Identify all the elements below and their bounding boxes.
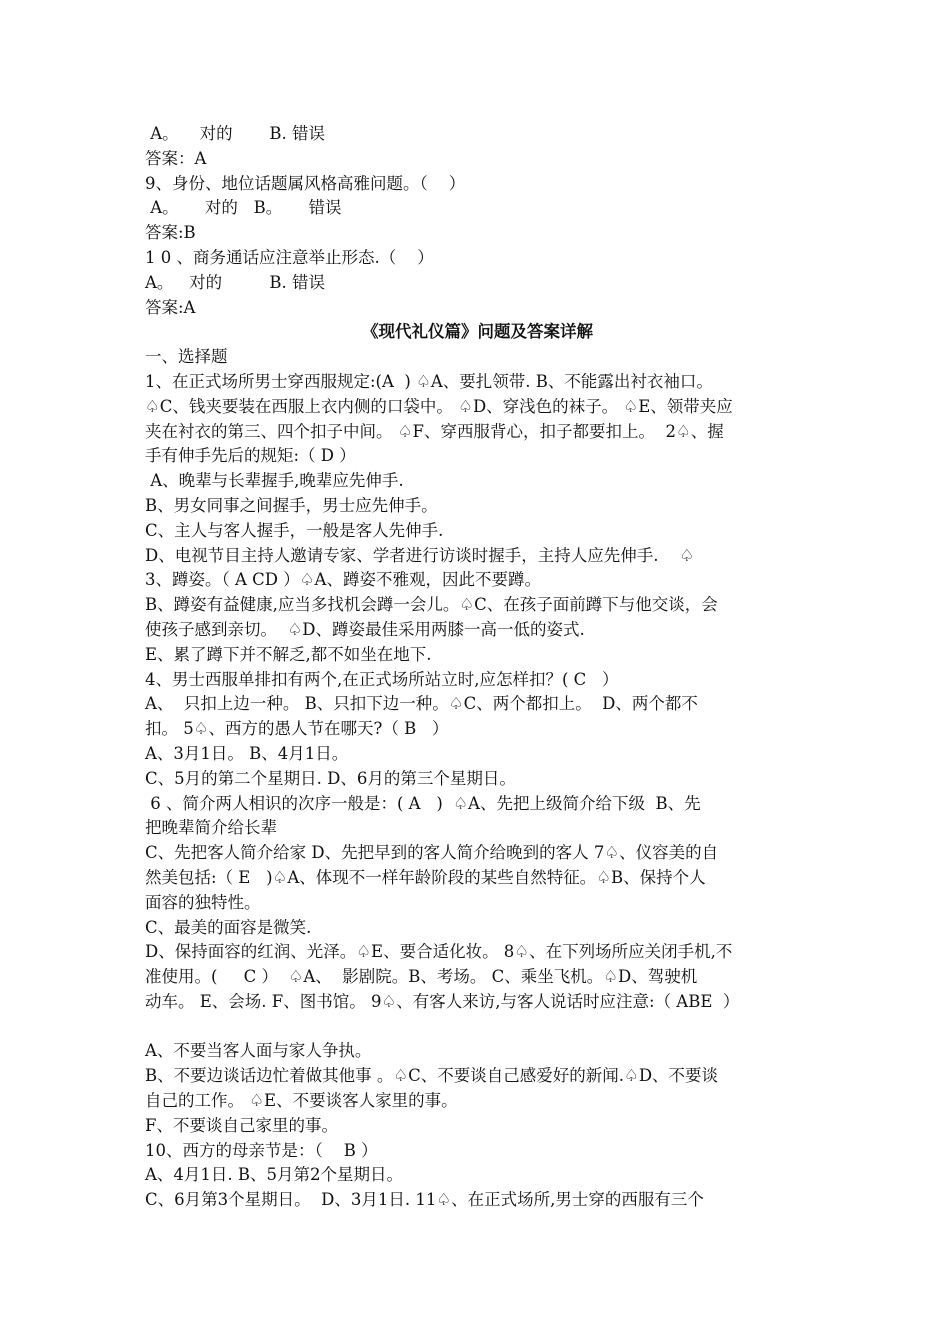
text-line: 准使用。( C ） ♤A、 影剧院。B、考场。 C、乘坐飞机。♤D、驾驶机: [145, 967, 698, 987]
text-line: 手有伸手先后的规矩:（ D ）: [145, 446, 356, 466]
text-line: C、主人与客人握手，一般是客人先伸手.: [145, 520, 444, 540]
text-line: 1、在正式场所男士穿西服规定:(A ) ♤A、要扎领带. B、不能露出衬衣袖口。: [145, 371, 713, 391]
text-line: A。 对的 B. 错误: [145, 124, 325, 143]
text-line: A、不要当客人面与家人争执。: [145, 1041, 372, 1061]
text-line: A。 对的 B。 错误: [145, 198, 342, 218]
section-title: 《现代礼仪篇》问题及答案详解: [362, 322, 593, 342]
text-line: D、保持面容的红润、光泽。♤E、要合适化妆。 8♤、在下列场所应关闭手机,不: [145, 942, 733, 962]
text-line: B、男女同事之间握手，男士应先伸手。: [145, 495, 438, 515]
text-line: 自己的工作。 ♤E、不要谈客人家里的事。: [145, 1091, 458, 1111]
text-line: 3、蹲姿。（ A CD ）♤A、蹲姿不雅观，因此不要蹲。: [145, 570, 541, 590]
text-line: 6 、简介两人相识的次序一般是：( A ) ♤A、先把上级简介给下级 B、先: [145, 793, 701, 813]
text-line: E、累了蹲下并不解乏,都不如坐在地下.: [145, 644, 432, 664]
text-line: 把晚辈简介给长辈: [145, 818, 277, 838]
text-line: 动车。 E、会场. F、图书馆。 9♤、有客人来访,与客人说话时应注意:（ ABE ）: [145, 991, 740, 1011]
text-line: 然美包括:（ E )♤A、体现不一样年龄阶段的某些自然特征。♤B、保持个人: [145, 867, 706, 887]
text-line: A、晚辈与长辈握手,晚辈应先伸手.: [145, 471, 404, 491]
text-line: 答案：A: [145, 148, 207, 168]
text-line: C、5月的第二个星期日. D、6月的第三个星期日。: [145, 768, 516, 788]
text-line: D、电视节目主持人邀请专家、学者进行访谈时握手，主持人应先伸手. ♤: [145, 545, 695, 565]
text-line: ♤C、钱夹要装在西服上衣内侧的口袋中。 ♤D、穿浅色的袜子。 ♤E、领带夹应: [145, 396, 733, 416]
text-line: 答案:A: [145, 297, 196, 317]
text-line: A、4月1日. B、5月第2个星期日。: [145, 1165, 404, 1185]
text-line: 夹在衬衣的第三、四个扣子中间。 ♤F、穿西服背心，扣子都要扣上。 2♤、握: [145, 421, 724, 441]
text-line: F、不要谈自己家里的事。: [145, 1115, 338, 1135]
text-line: C、先把客人简介给家 D、先把早到的客人简介给晚到的客人 7♤、仪容美的自: [145, 843, 719, 863]
text-line: B、不要边谈话边忙着做其他事 。♤C、不要谈自己感爱好的新闻.♤D、不要谈: [145, 1066, 719, 1086]
text-line: A。 对的 B. 错误: [145, 272, 325, 292]
text-line: 使孩子感到亲切。 ♤D、蹲姿最佳采用两膝一高一低的姿式.: [145, 619, 585, 639]
text-line: 面容的独特性。: [145, 892, 261, 912]
text-line: 10、西方的母亲节是：（ B ）: [145, 1140, 378, 1160]
section-heading: 一、选择题: [145, 347, 228, 367]
text-line: 4、男士西服单排扣有两个,在正式场所站立时,应怎样扣？( C ）: [145, 669, 619, 689]
text-line: A、 只扣上边一种。 B、只扣下边一种。♤C、两个都扣上。 D、两个都不: [145, 694, 698, 714]
blank-line: [145, 1015, 810, 1040]
text-line: 9、身份、地位话题属风格高雅问题。（ ）: [145, 173, 466, 193]
text-line: 扣。 5♤、西方的愚人节在哪天?（ B ）: [145, 719, 449, 739]
text-line: C、最美的面容是微笑.: [145, 917, 312, 937]
text-line: 1 0 、商务通话应注意举止形态.（ ）: [145, 247, 434, 267]
document-page: [145, 122, 810, 1213]
text-line: A、3月1日。 B、4月1日。: [145, 743, 349, 763]
text-line: B、蹲姿有益健康,应当多找机会蹲一会儿。♤C、在孩子面前蹲下与他交谈，会: [145, 595, 718, 615]
text-line: 答案:B: [145, 223, 196, 243]
text-line: C、6月第3个星期日。 D、3月1日. 11♤、在正式场所,男士穿的西服有三个: [145, 1190, 704, 1210]
